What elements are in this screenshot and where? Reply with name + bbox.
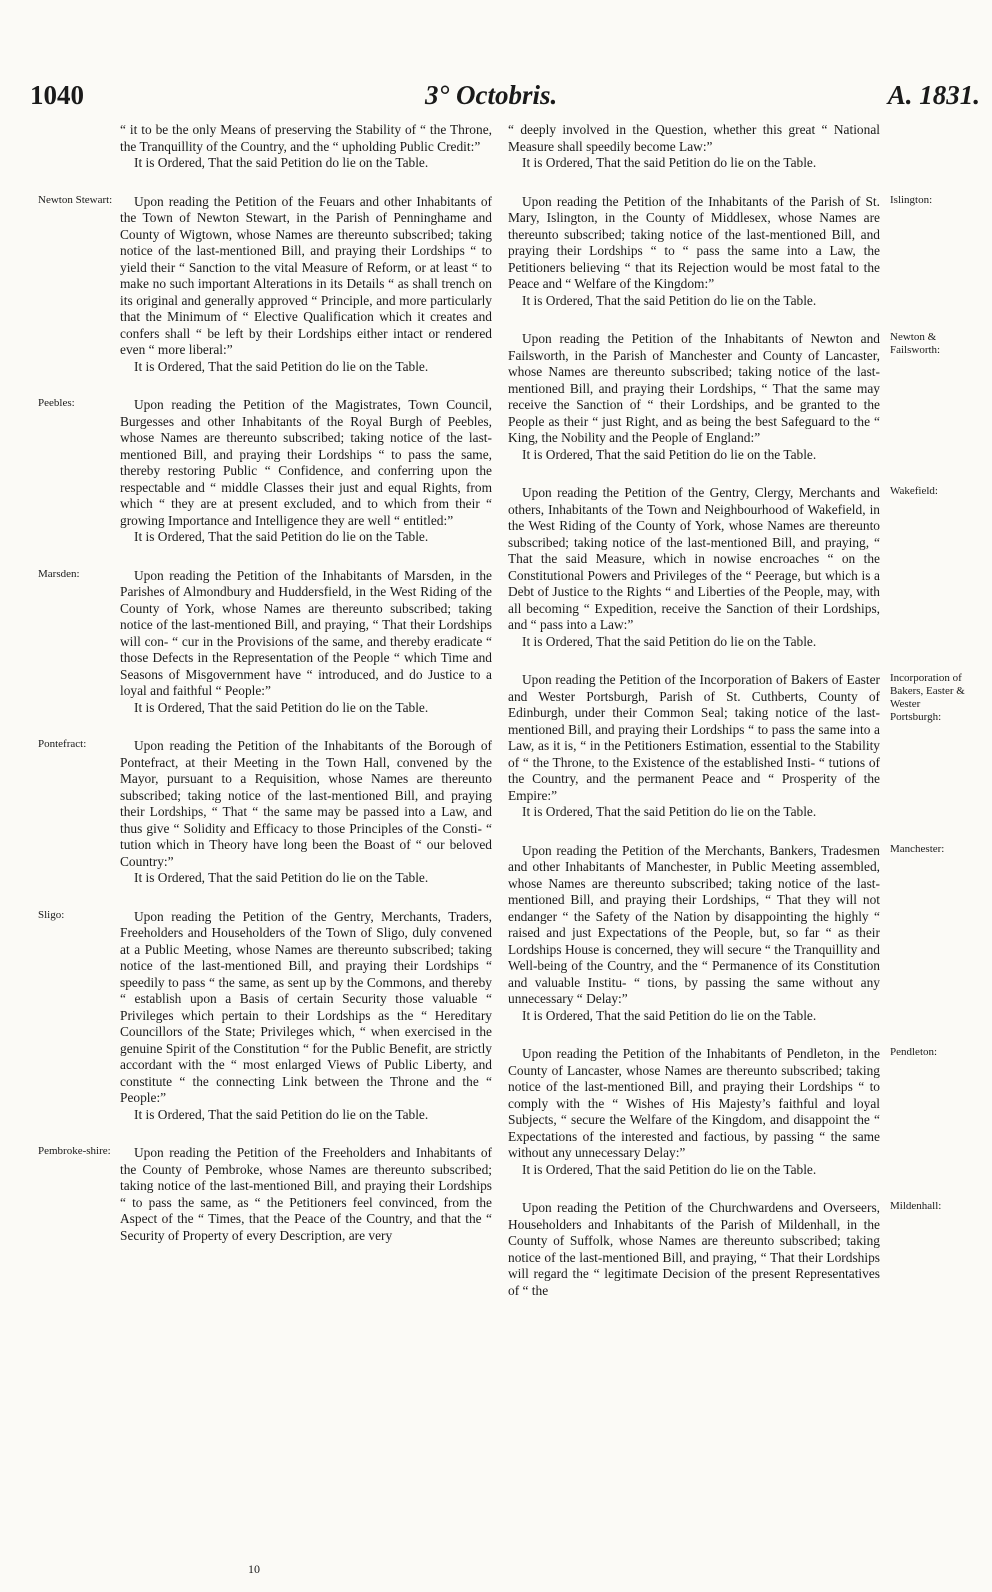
petition-order: It is Ordered, That the said Petition do lie on the Table. [134, 155, 429, 170]
petition-mildenhall [508, 1200, 880, 1299]
petition-order: It is Ordered, That the said Petition do lie on the Table. [134, 699, 429, 715]
petition-text: “ it to be the only Means of preserving the Stability of “ the Throne, the Tranquillity of the Country, and the “ upholding Public Credit:” [120, 122, 492, 154]
margin-label-marsden: Marsden: [38, 567, 80, 580]
continued-petition [120, 122, 492, 172]
petition-text: Upon reading the Petition of the Merchants, Bankers, Tradesmen and other Inhabitants of Manchester, in Public Meeting assembled, whose Names are thereunto subscribed; taking notice of the last-mentioned Bill, and praying their Lordships, “ That they will not endanger “ the Safety of the Nation by disappointing the highly “ raised and just Expectations of the People, but, so far “ as their Lordships House is concerned, they will secure “ the Tranquillity and Well-being of the Country, and the “ Permanence of its Constitution and valuable Institu- “ tions, by passing the same without any unnecessary “ Delay:” [508, 842, 880, 1006]
margin-label-pendleton: Pendleton: [890, 1046, 938, 1058]
petition-text: Upon reading the Petition of the Feuars and other Inhabitants of the Town of Newton Stewart, in the Parish of Penninghame and County of Wigtown, whose Names are thereunto subscribed; taking notice of the last-mentioned Bill, and praying their Lordships “ to yield their “ Sanction to the vital Measure of Reform, or at least “ to make no such important Alterations in its Details “ as shall trench on its original and generally approved “ Principle, and more particularly that the Minimum of “ Elective Qualification which it creates and confers shall “ be left by their Lordships either intact or rendered even “ more liberal:” [120, 193, 492, 357]
margin-label-wakefield: Wakefield: [890, 485, 938, 497]
right-column [508, 122, 880, 1321]
petition-text: Upon reading the Petition of the Gentry, Clergy, Merchants and others, Inhabitants of the Town and Neighbourhood of Wakefield, in the West Riding of the County of York, whose Names are thereunto subscribed; taking notice of the last-mentioned Bill, and praying, “ That the said Measure, which in nowise encroaches “ on the Constitutional Powers and Privileges of the “ Peerage, but which is a Debt of Justice to the Rights “ and Liberties of the People, may, with all becoming “ Expedition, receive the Sanction of their Lordships, and “ pass into a Law:” [508, 485, 880, 632]
petition-marsden [120, 568, 492, 717]
petition-order: It is Ordered, That the said Petition do lie on the Table. [522, 633, 817, 649]
left-column [120, 122, 492, 1266]
petition-text: Upon reading the Petition of the Incorporation of Bakers of Easter and Wester Portsburgh, Parish of St. Cuthberts, County of Edinburgh, under their Common Seal; taking notice of the last-mentioned Bill, and praying their Lordships “ to pass the same into a Law, as it is, “ in the Petitioners Estimation, essential to the Stability of “ the Throne, to the Existence of the established Insti- “ tutions of the Country, and the permanent Peace and “ Prosperity of the Empire:” [508, 672, 880, 803]
margin-label-mildenhall: Mildenhall: [890, 1200, 942, 1212]
petition-text: Upon reading the Petition of the Magistrates, Town Council, Burgesses and other Inhabitants of the Royal Burgh of Peebles, whose Names are thereunto subscribed; taking notice of the last-mentioned Bill, and praying their Lordships “ to pass the same, thereby restoring Public “ Confidence, and conferring upon the respectable and “ middle Classes their just and equal Rights, from which “ they are at present excluded, and to which from their “ growing Importance and Intelligence they are well “ entitled:” [120, 397, 492, 528]
margin-label-pontefract: Pontefract: [38, 738, 87, 750]
petition-text: Upon reading the Petition of the Inhabitants of Newton and Failsworth, in the Parish of Manchester and County of Lancaster, whose Names are thereunto subscribed; taking notice of the last-mentioned Bill, and praying their Lordships, “ That the same may receive the Sanction of “ their Lordships, and be granted to the People as their “ just Right, and as being the best Safeguard to the “ King, the Nobility and the People of England:” [508, 331, 880, 445]
petition-text: Upon reading the Petition of the Inhabitants of Pendleton, in the County of Lancaster, whose Names are thereunto subscribed; taking notice of the last-mentioned Bill, and praying their Lordships “ to comply with the “ Wishes of His Majesty’s faithful and loyal Subjects, “ secure the Welfare of the Kingdom, and disappoint the “ Expectations of the interested and factious, by passing “ the same without any unnecessary Delay:” [508, 1046, 880, 1160]
petition-text: Upon reading the Petition of the Inhabitants of the Borough of Pontefract, at their Meeting in the Town Hall, convened by the Mayor, pursuant to a Requisition, whose Names are thereunto subscribed; taking notice of the last-mentioned Bill, and praying their Lordships, “ That “ the same may be passed into a Law, and thus give “ Solidity and Efficacy to those Principles of the Consti- “ tution which in Theory have long been the Boast of “ our beloved Country:” [120, 738, 492, 869]
petition-order: It is Ordered, That the said Petition do lie on the Table. [134, 870, 429, 885]
petition-order: It is Ordered, That the said Petition do lie on the Table. [134, 1106, 429, 1122]
petition-newton-stewart [120, 194, 492, 376]
sheet-number: 10 [248, 1562, 260, 1576]
petition-text: Upon reading the Petition of the Gentry, Merchants, Traders, Freeholders and Householders of the Town of Sligo, duly convened at a Public Meeting, whose Names are thereunto subscribed; taking notice of the last-mentioned Bill, and praying their Lordships “ speedily to pass “ the same, as sent up by the Commons, and thereby “ establish upon a Basis of certain Security those valuable “ Privileges which pertain to their Lordships as the “ Hereditary Councillors of the State; Privileges which, “ when exercised in the genuine Spirit of the Constitution “ for the Public Benefit, are strictly accordant with the “ most enlarged Views of Public Liberty, and constitute “ the connecting Link between the Throne and the “ People:” [120, 908, 492, 1105]
continued-petition [508, 122, 880, 172]
petition-pontefract [120, 738, 492, 887]
petition-order: It is Ordered, That the said Petition do lie on the Table. [522, 804, 817, 819]
petition-order: It is Ordered, That the said Petition do lie on the Table. [522, 292, 817, 308]
margin-label-newton-stewart: Newton Stewart: [38, 193, 113, 206]
petition-peebles [120, 397, 492, 546]
petition-bakers-portsburgh [508, 672, 880, 821]
margin-label-pembrokeshire: Pembroke-shire: [38, 1145, 111, 1157]
margin-label-islington: Islington: [890, 193, 933, 206]
margin-label-peebles: Peebles: [38, 397, 75, 409]
petition-text: “ deeply involved in the Question, whether this great “ National Measure shall speedily become Law:” [508, 122, 880, 154]
petition-text: Upon reading the Petition of the Churchwardens and Overseers, Householders and Inhabitants of the Parish of Mildenhall, in the County of Suffolk, whose Names are thereunto subscribed; taking notice of the last-mentioned Bill, and praying, “ That their Lordships will regard the “ legitimate Decision of the present Representatives of “ the [508, 1200, 880, 1298]
petition-order: It is Ordered, That the said Petition do lie on the Table. [522, 1007, 817, 1023]
petition-pembrokeshire [120, 1145, 492, 1244]
margin-label-manchester: Manchester: [890, 842, 945, 855]
petition-text: Upon reading the Petition of the Freeholders and Inhabitants of the County of Pembroke, whose Names are thereunto subscribed; taking notice of the last-mentioned Bill, and praying their Lordships “ to pass the same, as “ the Petitioners feel convinced, from the Aspect of the “ Times, that the Peace of the Country, and that the “ Security of Property of every Description, are very [120, 1145, 492, 1243]
petition-order: It is Ordered, That the said Petition do lie on the Table. [522, 446, 817, 462]
petition-wakefield [508, 485, 880, 650]
page-number: 1040 [30, 80, 84, 110]
petition-manchester [508, 843, 880, 1025]
petition-text: Upon reading the Petition of the Inhabitants of Marsden, in the Parishes of Almondbury and Huddersfield, in the West Riding of the County of York, whose Names are thereunto subscribed; taking notice of the last-mentioned Bill, and praying, “ That their Lordships will con- “ cur in the Provisions of the same, and thereby eradicate “ those Defects in the Representation of the People “ which Time and Seasons of Misgovernment have “ introduced, and do Justice to a loyal and faithful “ People:” [120, 567, 492, 698]
page-year: A. 1831. [887, 80, 980, 110]
petition-text: Upon reading the Petition of the Inhabitants of the Parish of St. Mary, Islington, in the County of Middlesex, whose Names are thereunto subscribed; taking notice of the last-mentioned Bill, and praying their Lordships “ to “ pass the same into a Law, the Petitioners believing “ that its Rejection would be most fatal to the Peace and “ Welfare of the Kingdom:” [508, 193, 880, 291]
page-header [30, 80, 980, 120]
margin-label-bakers-portsburgh: Incorporation of Bakers, Easter & Wester Portsburgh: [890, 672, 965, 723]
petition-order: It is Ordered, That the said Petition do lie on the Table. [134, 529, 429, 544]
page-date: 3° Octobris. [425, 80, 558, 110]
petition-order: It is Ordered, That the said Petition do lie on the Table. [134, 358, 429, 374]
petition-newton-failsworth [508, 331, 880, 463]
petition-pendleton [508, 1046, 880, 1178]
margin-label-sligo: Sligo: [38, 908, 65, 921]
petition-order: It is Ordered, That the said Petition do lie on the Table. [522, 1161, 817, 1177]
petition-islington [508, 194, 880, 310]
margin-label-newton-failsworth: Newton & Failsworth: [890, 331, 941, 356]
petition-sligo [120, 909, 492, 1124]
petition-order: It is Ordered, That the said Petition do lie on the Table. [522, 155, 817, 170]
